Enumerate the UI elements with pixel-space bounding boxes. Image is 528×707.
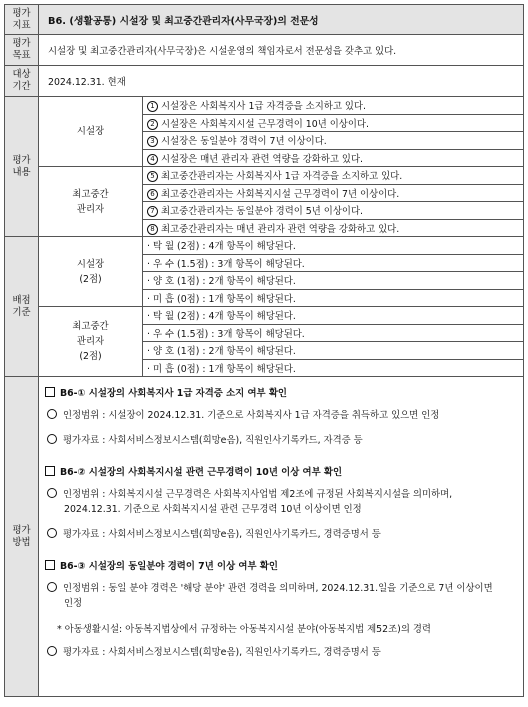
circled-number: 2 — [147, 119, 158, 130]
scoring-item: · 우 수 (1.5점) : 3개 항목이 해당된다. — [143, 254, 524, 272]
content-label-line1: 평가 — [12, 154, 31, 166]
circled-number: 3 — [147, 136, 158, 147]
scoring-item: · 미 흡 (0점) : 1개 항목이 해당된다. — [143, 289, 524, 307]
content-item-text: 최고중간관리자는 사회복지사 1급 자격증을 소지하고 있다. — [161, 171, 403, 183]
circled-number: 4 — [147, 154, 158, 165]
purpose-label-line1: 평가 — [12, 38, 31, 49]
scoring-item: · 양 호 (1점) : 2개 항목이 해당된다. — [143, 342, 524, 360]
circled-number: 5 — [147, 171, 158, 182]
content-item — [143, 97, 524, 115]
period-text: 2024.12.31. 현재 — [39, 66, 524, 97]
method-section-title — [45, 464, 519, 478]
circle-bullet-icon — [47, 582, 57, 592]
circle-bullet-icon — [47, 528, 57, 538]
scoring-label — [5, 237, 39, 377]
method-line-continuation: 2024.12.31. 기준으로 사회복지시설 관련 근무경력 10년 이상이면 인정 — [64, 504, 362, 515]
content-item-text: 시설장은 동일분야 경력이 7년 이상이다. — [161, 136, 327, 148]
checkbox-square-icon — [45, 466, 55, 476]
indicator-label — [5, 5, 39, 35]
scoring-item: · 미 흡 (0점) : 1개 항목이 해당된다. — [143, 359, 524, 377]
indicator-label-line1: 평가 — [12, 7, 31, 19]
purpose-label-line2: 목표 — [12, 50, 31, 61]
period-label — [5, 66, 39, 97]
method-section-title-text: B6-① 시설장의 사회복지사 1급 자격증 소지 여부 확인 — [60, 388, 287, 399]
method-line-text: 인정범위 : 동일 분야 경력은 '해당 분야' 관련 경력을 의미하며, 2024.12.31.일을 기준으로 7년 이상이면 — [63, 583, 493, 594]
scoring-label-line1: 배점 — [12, 294, 31, 306]
content-item-text: 최고중간관리자는 매년 관리자 관련 역량을 강화하고 있다. — [161, 223, 400, 235]
method-section-title — [45, 558, 519, 572]
content-item — [143, 114, 524, 132]
period-label-line2: 기간 — [12, 81, 31, 92]
method-line — [47, 581, 519, 611]
content-item — [143, 132, 524, 150]
content-group-manager — [39, 167, 143, 237]
content-item-text: 시설장은 사회복지시설 근무경력이 10년 이상이다. — [161, 118, 369, 130]
period-label-line1: 대상 — [12, 69, 31, 80]
method-line — [47, 408, 519, 423]
method-label-line1: 평가 — [12, 524, 31, 536]
content-label — [5, 97, 39, 237]
method-line — [47, 487, 519, 517]
purpose-text: 시설장 및 최고중간관리자(사무국장)은 시설운영의 책임자로서 전문성을 갖추고 있다. — [39, 35, 524, 66]
checkbox-square-icon — [45, 387, 55, 397]
method-note: * 아동생활시설: 아동복지법상에서 규정하는 아동복지시설 분야(아동복지법 제52조)의 경력 — [57, 624, 431, 635]
method-line-text: 평가자료 : 사회서비스정보시스템(희망e음), 직원인사기록카드, 자격증 등 — [63, 435, 363, 446]
content-item — [143, 219, 524, 237]
method-line-continuation: 인정 — [64, 598, 83, 609]
method-line — [47, 527, 519, 542]
content-item-text: 시설장은 사회복지사 1급 자격증을 소지하고 있다. — [161, 101, 366, 113]
scoring-group-manager-name-line2: 관리자 — [76, 336, 105, 347]
content-item — [143, 202, 524, 220]
content-item — [143, 149, 524, 167]
method-line-text: 인정범위 : 시설장이 2024.12.31. 기준으로 사회복지사 1급 자격증을 취득하고 있으면 인정 — [63, 410, 440, 421]
content-group-manager-name-line1: 최고중간 — [72, 188, 109, 200]
scoring-item: · 양 호 (1점) : 2개 항목이 해당된다. — [143, 272, 524, 290]
circled-number: 8 — [147, 224, 158, 235]
circle-bullet-icon — [47, 409, 57, 419]
method-line-text: 평가자료 : 사회서비스정보시스템(희망e음), 직원인사기록카드, 경력증명서 등 — [63, 529, 381, 540]
method-line-text: 인정범위 : 사회복지시설 근무경력은 사회복지사업법 제2조에 규정된 사회복지시설을 의미하며, — [63, 489, 453, 500]
content-item-text: 최고중간관리자는 사회복지시설 근무경력이 7년 이상이다. — [161, 188, 400, 200]
scoring-group-director — [39, 237, 143, 307]
scoring-item: · 우 수 (1.5점) : 3개 항목이 해당된다. — [143, 324, 524, 342]
circled-number: 7 — [147, 206, 158, 217]
indicator-title: B6. (생활공통) 시설장 및 최고중간관리자(사무국장)의 전문성 — [39, 5, 524, 35]
scoring-item: · 탁 월 (2점) : 4개 항목이 해당된다. — [143, 237, 524, 255]
method-line — [47, 645, 519, 660]
method-section-title-text: B6-③ 시설장의 동일분야 경력이 7년 이상 여부 확인 — [60, 561, 278, 572]
content-group-director — [39, 97, 143, 167]
purpose-label — [5, 35, 39, 66]
checkbox-square-icon — [45, 560, 55, 570]
circled-number: 1 — [147, 101, 158, 112]
method-section-title — [45, 385, 519, 399]
scoring-group-manager-points: (2점) — [79, 351, 102, 362]
scoring-item: · 탁 월 (2점) : 4개 항목이 해당된다. — [143, 307, 524, 325]
scoring-label-line2: 기준 — [12, 306, 31, 318]
circle-bullet-icon — [47, 646, 57, 656]
circle-bullet-icon — [47, 434, 57, 444]
method-content — [39, 377, 524, 697]
content-label-line2: 내용 — [12, 166, 31, 178]
scoring-group-director-points: (2점) — [79, 273, 102, 285]
scoring-group-manager — [39, 307, 143, 377]
method-line — [47, 433, 519, 448]
content-group-director-name: 시설장 — [76, 126, 105, 137]
content-group-manager-name-line2: 관리자 — [76, 203, 105, 215]
content-item-text: 최고중간관리자는 동일분야 경력이 5년 이상이다. — [161, 206, 363, 218]
content-item — [143, 167, 524, 185]
circle-bullet-icon — [47, 488, 57, 498]
content-item — [143, 184, 524, 202]
content-item-text: 시설장은 매년 관리자 관련 역량을 강화하고 있다. — [161, 153, 363, 165]
indicator-label-line2: 지표 — [12, 19, 31, 31]
evaluation-indicator-table — [4, 4, 524, 697]
method-line-text: 평가자료 : 사회서비스정보시스템(희망e음), 직원인사기록카드, 경력증명서 등 — [63, 647, 381, 658]
method-label — [5, 377, 39, 697]
scoring-group-manager-name-line1: 최고중간 — [72, 321, 109, 332]
method-section-title-text: B6-② 시설장의 사회복지시설 관련 근무경력이 10년 이상 여부 확인 — [60, 467, 343, 478]
method-label-line2: 방법 — [12, 536, 31, 548]
circled-number: 6 — [147, 189, 158, 200]
scoring-group-director-name: 시설장 — [76, 258, 105, 270]
